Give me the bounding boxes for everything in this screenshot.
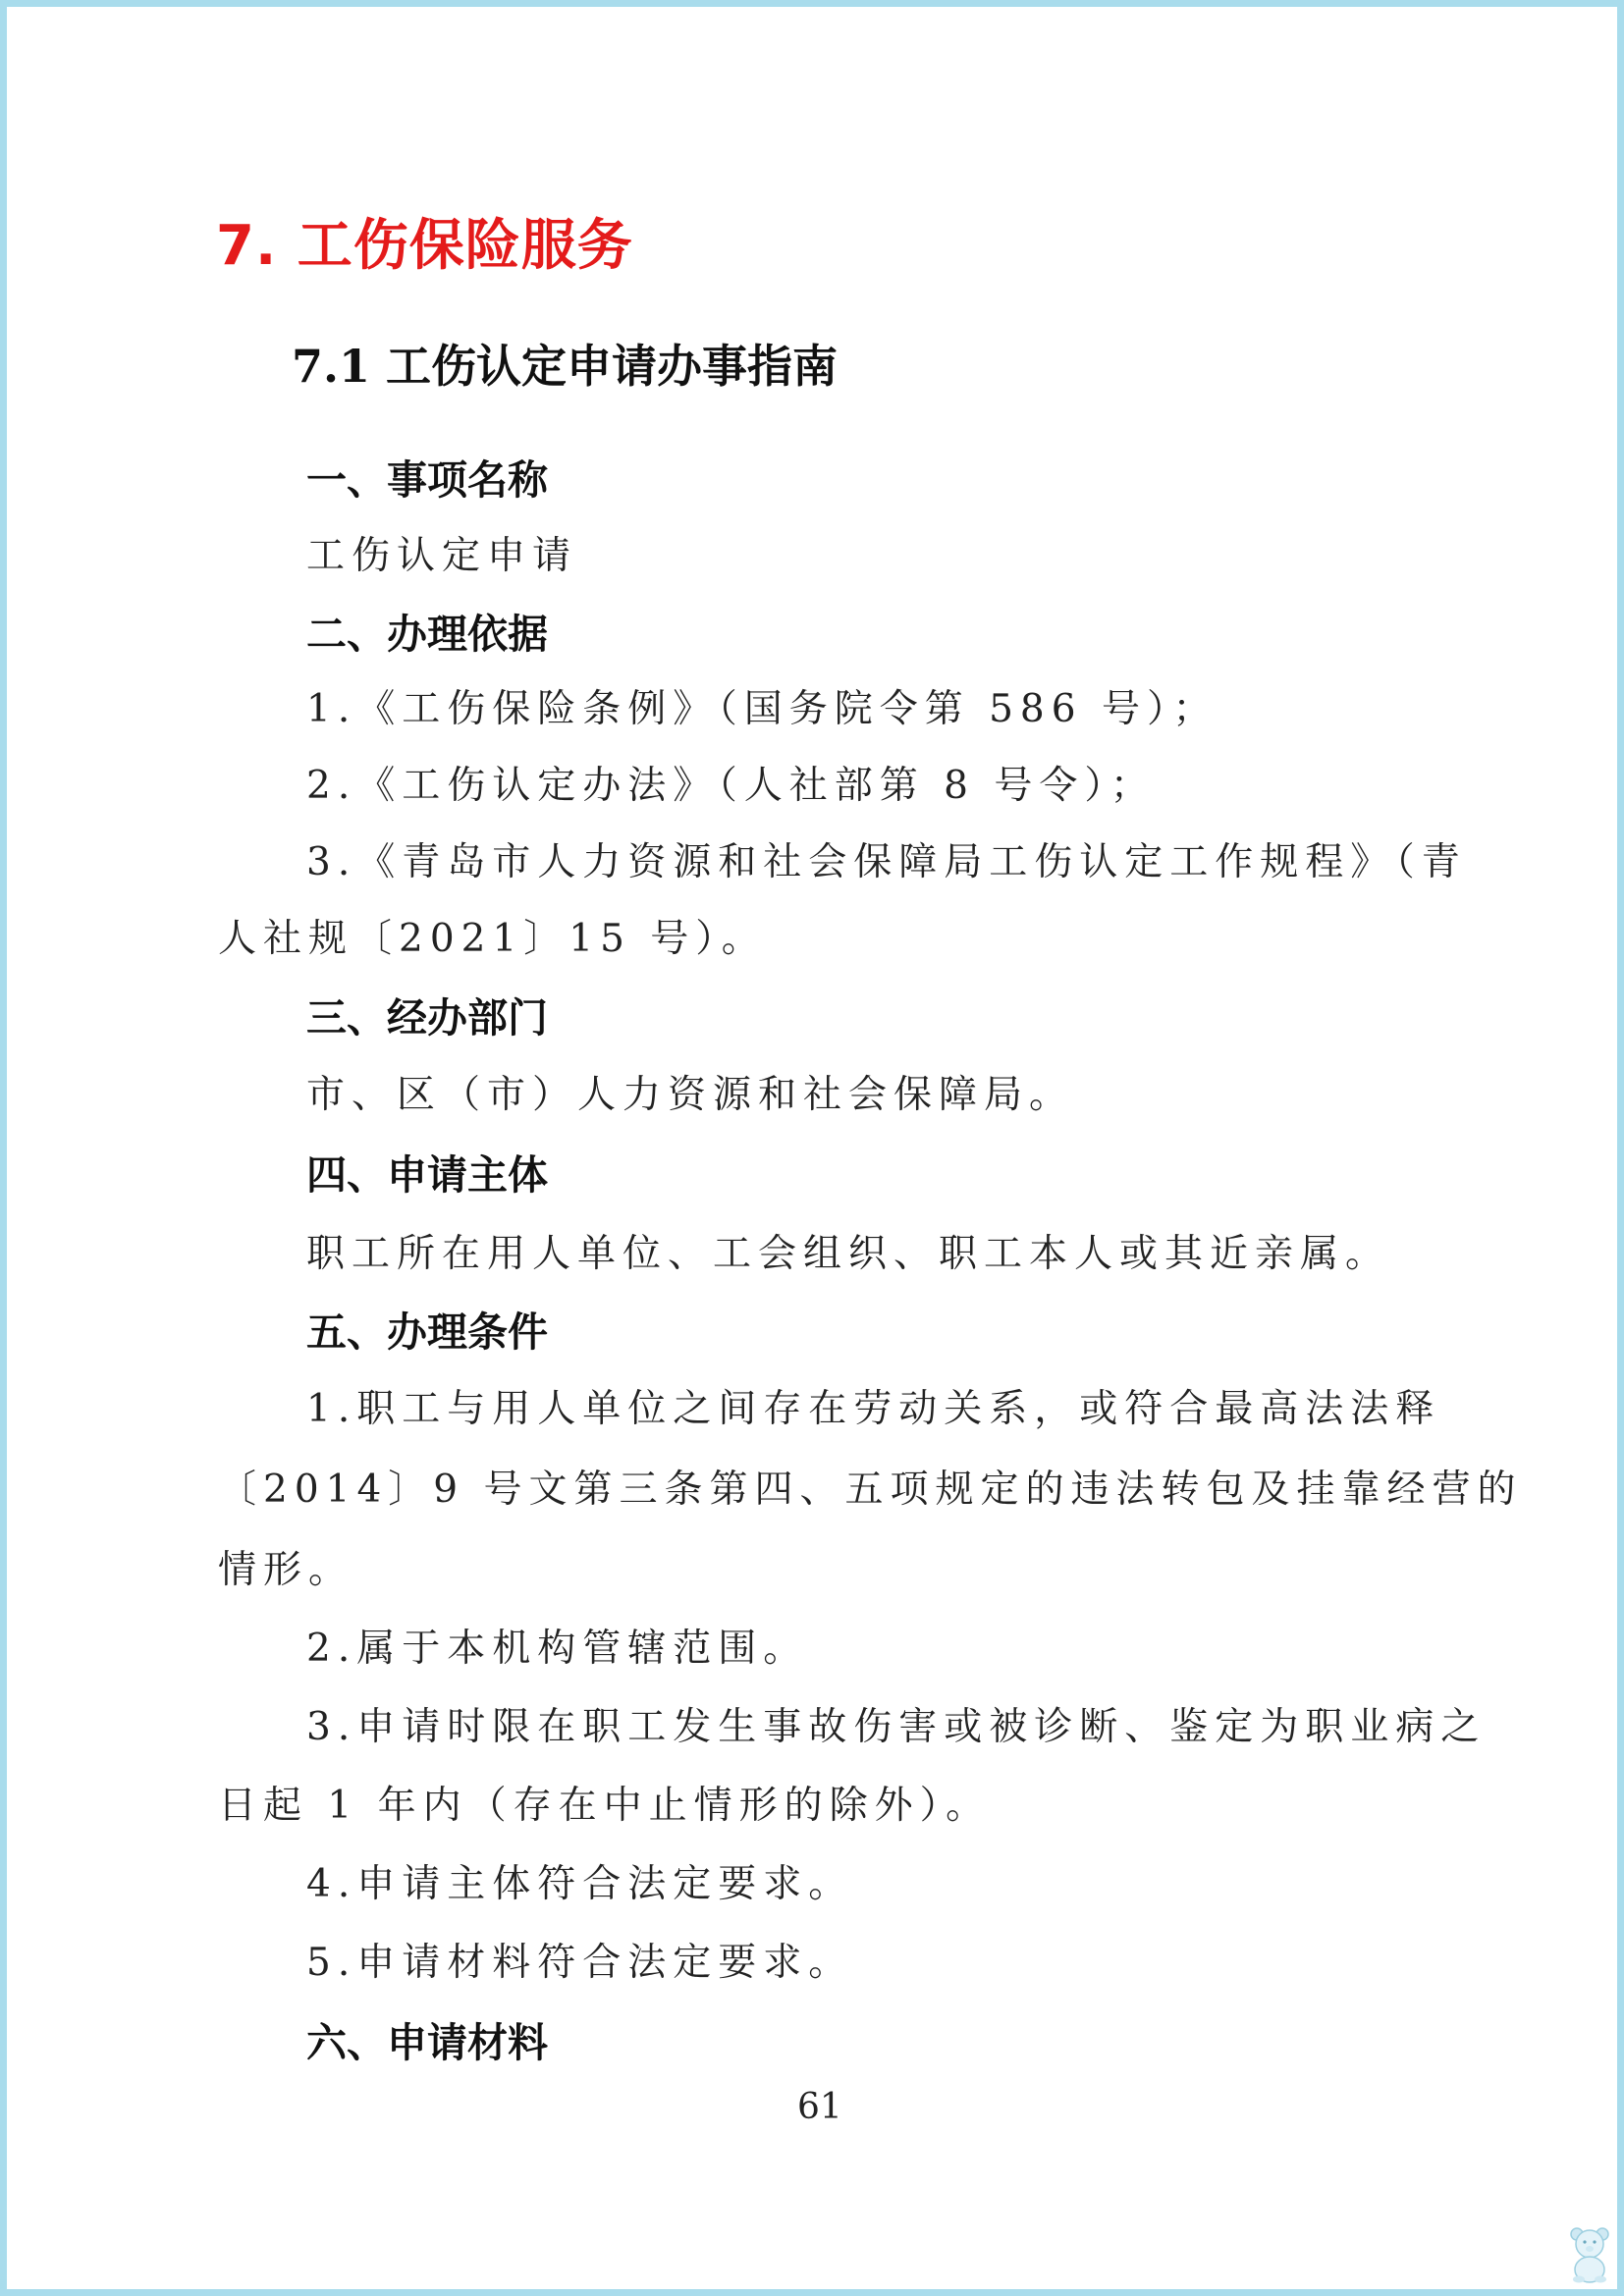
condition-1-line-1: 1.职工与用人单位之间存在劳动关系，或符合最高法法释 <box>306 1387 1441 1431</box>
basis-item-1: 1.《工伤保险条例》（国务院令第 586 号）； <box>306 687 1218 731</box>
section-title: 7.1 工伤认定申请办事指南 <box>292 340 839 393</box>
applicant-text: 职工所在用人单位、工会组织、职工本人或其近亲属。 <box>306 1232 1391 1276</box>
condition-5: 5.申请材料符合法定要求。 <box>306 1941 854 1985</box>
heading-applicant: 四、申请主体 <box>306 1151 548 1199</box>
basis-item-2: 2.《工伤认定办法》（人社部第 8 号令）； <box>306 764 1156 808</box>
heading-department: 三、经办部门 <box>306 994 548 1041</box>
heading-legal-basis: 二、办理依据 <box>306 611 548 658</box>
condition-1-line-3: 情形。 <box>218 1548 354 1592</box>
item-name-text: 工伤认定申请 <box>306 534 578 578</box>
bear-icon <box>1567 2222 1612 2283</box>
basis-item-3-line-1: 3.《青岛市人力资源和社会保障局工伤认定工作规程》（青 <box>306 840 1467 884</box>
condition-3-line-2: 日起 1 年内（存在中止情形的除外）。 <box>218 1784 992 1828</box>
heading-item-name: 一、事项名称 <box>306 456 548 504</box>
page-number: 61 <box>797 2087 842 2127</box>
condition-4: 4.申请主体符合法定要求。 <box>306 1862 854 1906</box>
basis-item-3-line-2: 人社规〔2021〕15 号）。 <box>218 917 767 961</box>
department-text: 市、区（市）人力资源和社会保障局。 <box>306 1073 1075 1117</box>
condition-1-line-2: 〔2014〕9 号文第三条第四、五项规定的违法转包及挂靠经营的 <box>218 1468 1523 1512</box>
condition-2: 2.属于本机构管辖范围。 <box>306 1627 809 1671</box>
heading-materials: 六、申请材料 <box>306 2019 548 2066</box>
heading-conditions: 五、办理条件 <box>306 1308 548 1356</box>
chapter-title: 7. 工伤保险服务 <box>216 214 633 278</box>
condition-3-line-1: 3.申请时限在职工发生事故伤害或被诊断、鉴定为职业病之 <box>306 1705 1487 1749</box>
